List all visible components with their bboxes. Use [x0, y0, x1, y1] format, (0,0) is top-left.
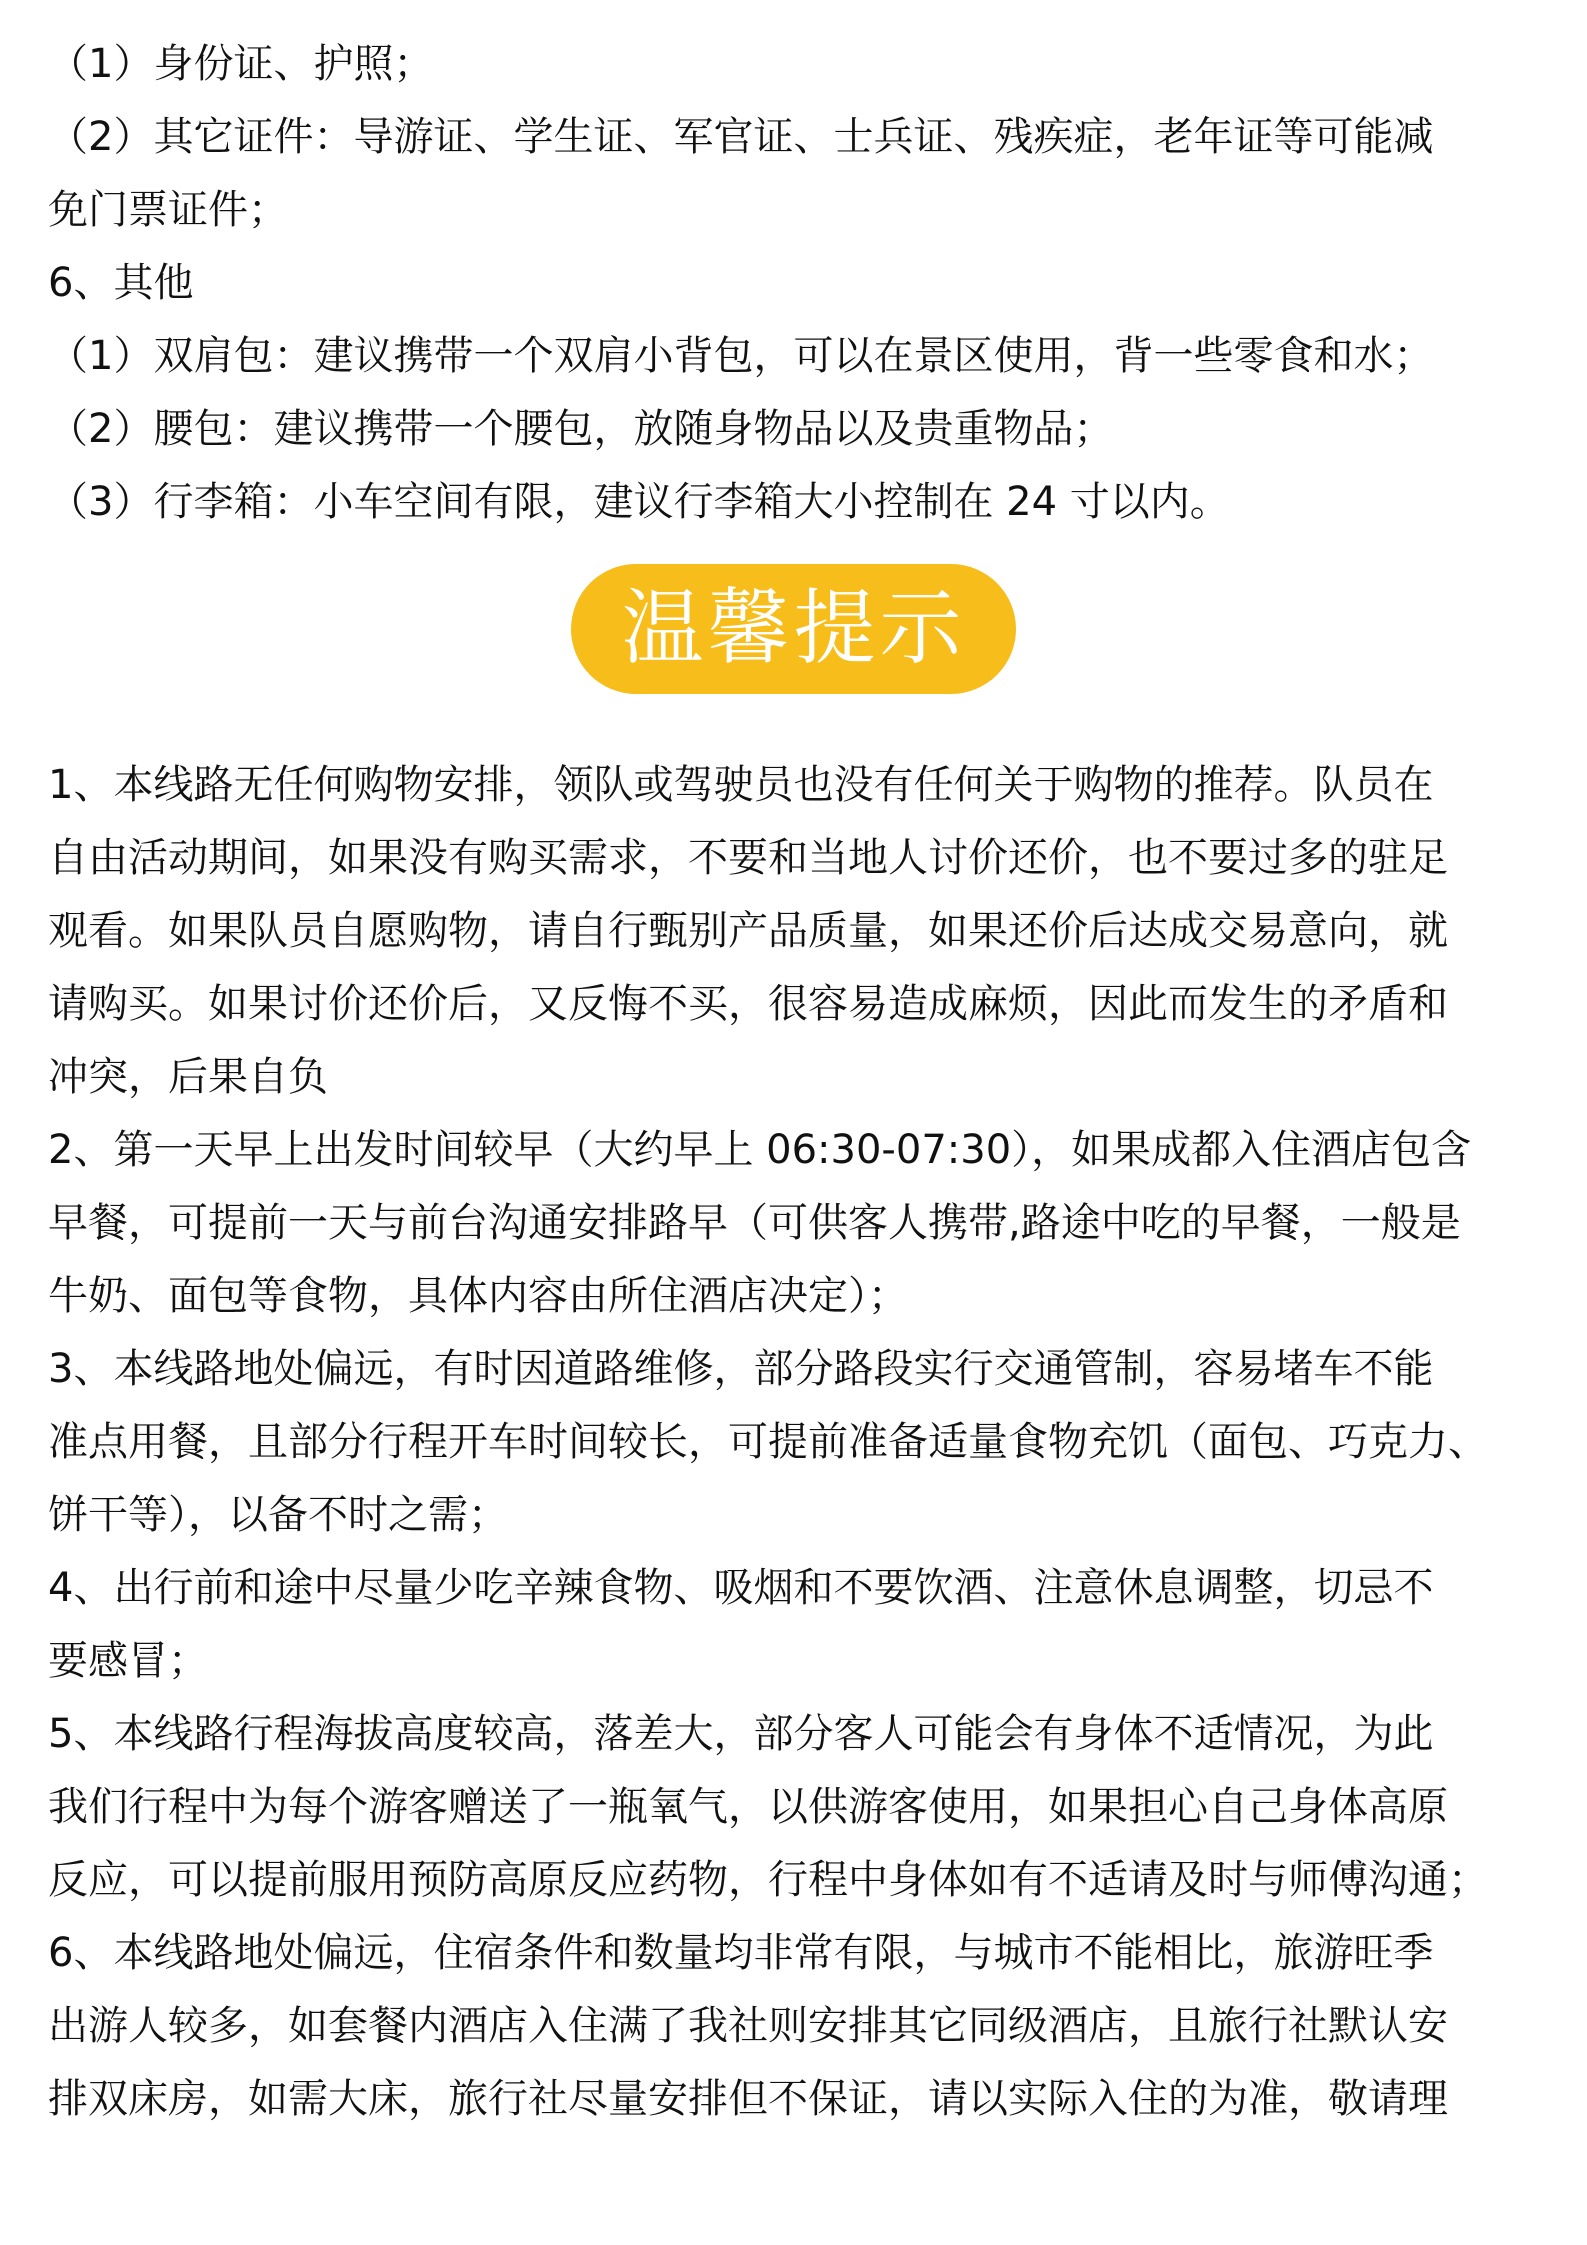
text-line: 5、本线路行程海拔高度较高，落差大，部分客人可能会有身体不适情况，为此	[48, 1711, 1434, 1757]
text-line: 要感冒；	[48, 1638, 208, 1684]
text-line: 排双床房，如需大床，旅行社尽量安排但不保证，请以实际入住的为准，敬请理	[48, 2076, 1448, 2122]
text-line: 反应，可以提前服用预防高原反应药物，行程中身体如有不适请及时与师傅沟通；	[48, 1857, 1488, 1903]
text-line: 出游人较多，如套餐内酒店入住满了我社则安排其它同级酒店，且旅行社默认安	[48, 2003, 1448, 2049]
section-title-badge: 温馨提示	[571, 564, 1015, 694]
text-line: 牛奶、面包等食物，具体内容由所住酒店决定）；	[48, 1273, 908, 1319]
text-line: 我们行程中为每个游客赠送了一瓶氧气，以供游客使用，如果担心自己身体高原	[48, 1784, 1448, 1830]
text-line: 饼干等），以备不时之需；	[48, 1492, 508, 1538]
section-header	[0, 564, 1587, 694]
text-line: （2）其它证件：导游证、学生证、军官证、士兵证、残疾症，老年证等可能减	[48, 114, 1434, 160]
text-line: 免门票证件；	[48, 187, 288, 233]
text-line: （2）腰包：建议携带一个腰包，放随身物品以及贵重物品；	[48, 406, 1114, 452]
text-line: 冲突，后果自负	[48, 1054, 328, 1100]
text-line: 2、第一天早上出发时间较早（大约早上 06:30-07:30），如果成都入住酒店包含	[48, 1127, 1472, 1173]
tips-section	[48, 749, 1538, 2136]
text-line: 3、本线路地处偏远，有时因道路维修，部分路段实行交通管制，容易堵车不能	[48, 1346, 1434, 1392]
document-page	[48, 0, 1538, 2136]
packing-list-section	[48, 0, 1538, 539]
text-line: 4、出行前和途中尽量少吃辛辣食物、吸烟和不要饮酒、注意休息调整，切忌不	[48, 1565, 1434, 1611]
text-line: （3）行李箱：小车空间有限，建议行李箱大小控制在 24 寸以内。	[48, 479, 1230, 525]
text-line: 6、本线路地处偏远，住宿条件和数量均非常有限，与城市不能相比，旅游旺季	[48, 1930, 1434, 1976]
text-line: 请购买。如果讨价还价后，又反悔不买，很容易造成麻烦，因此而发生的矛盾和	[48, 981, 1448, 1027]
text-line: 6、其他	[48, 260, 194, 306]
text-line: （1）双肩包：建议携带一个双肩小背包，可以在景区使用，背一些零食和水；	[48, 333, 1434, 379]
text-line: 自由活动期间，如果没有购买需求，不要和当地人讨价还价，也不要过多的驻足	[48, 835, 1448, 881]
text-line: 观看。如果队员自愿购物，请自行甄别产品质量，如果还价后达成交易意向，就	[48, 908, 1448, 954]
text-line: 1、本线路无任何购物安排，领队或驾驶员也没有任何关于购物的推荐。队员在	[48, 762, 1434, 808]
text-line: （1）身份证、护照；	[48, 41, 434, 87]
text-line: 早餐，可提前一天与前台沟通安排路早（可供客人携带,路途中吃的早餐，一般是	[48, 1200, 1461, 1246]
text-line: 准点用餐，且部分行程开车时间较长，可提前准备适量食物充饥（面包、巧克力、	[48, 1419, 1488, 1465]
